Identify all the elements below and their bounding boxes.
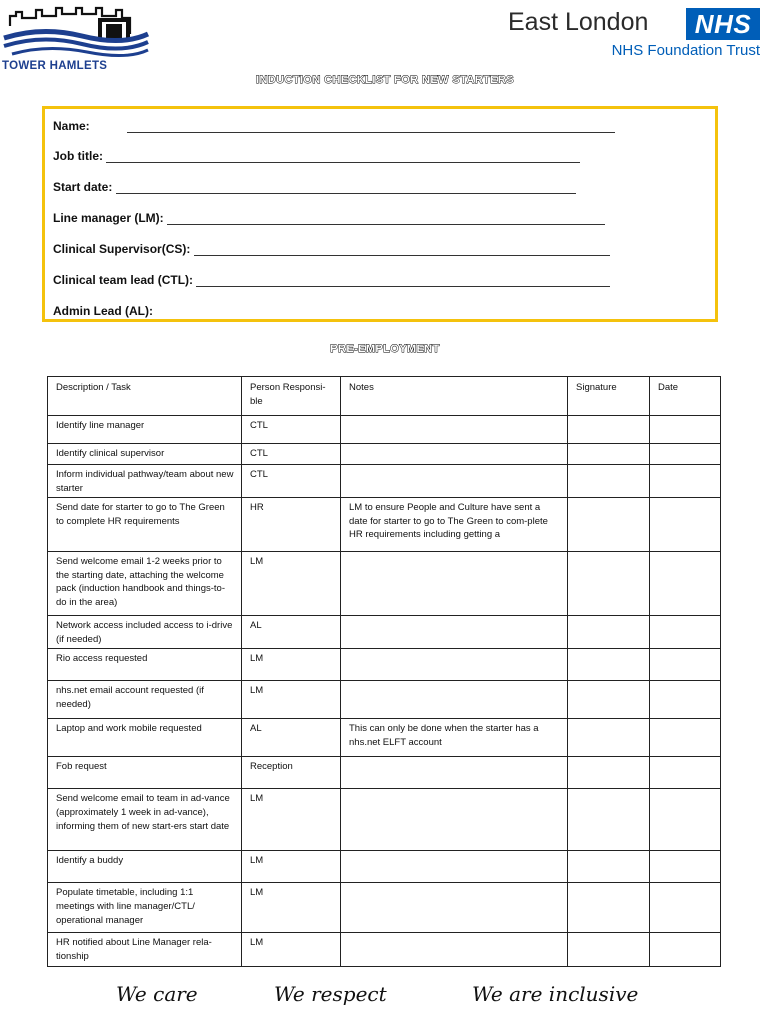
notes-cell[interactable] (341, 649, 568, 681)
task-cell: Send welcome email 1-2 weeks prior to the starting date, attaching the welcome pack (induction handbook and things-to-do in the area) (48, 552, 242, 616)
notes-cell[interactable]: LM to ensure People and Culture have sent a date for starter to go to The Green to com-plete HR requirements including getting a (341, 498, 568, 552)
date-cell[interactable] (650, 465, 721, 498)
nhs-logo (500, 4, 760, 62)
notes-cell[interactable] (341, 681, 568, 719)
tower-hamlets-emblem-icon (2, 4, 152, 62)
person-cell: HR (242, 498, 341, 552)
table-row (48, 552, 721, 616)
task-cell: Rio access requested (48, 649, 242, 681)
person-cell: LM (242, 789, 341, 851)
admin-lead-field[interactable] (53, 304, 153, 318)
induction-checklist-table (47, 376, 721, 967)
signature-cell[interactable] (568, 719, 650, 757)
signature-cell[interactable] (568, 444, 650, 465)
clinical-supervisor-field[interactable] (53, 242, 610, 256)
table-row (48, 757, 721, 789)
date-cell[interactable] (650, 416, 721, 444)
person-cell: CTL (242, 465, 341, 498)
clinical-team-lead-line[interactable] (196, 274, 610, 287)
line-manager-line[interactable] (167, 212, 605, 225)
date-cell[interactable] (650, 444, 721, 465)
clinical-supervisor-label: Clinical Supervisor(CS): (53, 242, 191, 256)
line-manager-field[interactable] (53, 211, 605, 225)
value-we-respect: We respect (274, 982, 387, 1006)
admin-lead-label: Admin Lead (AL): (53, 304, 153, 318)
table-row (48, 498, 721, 552)
notes-cell[interactable]: This can only be done when the starter has a nhs.net ELFT account (341, 719, 568, 757)
clinical-supervisor-line[interactable] (194, 243, 610, 256)
person-cell: CTL (242, 416, 341, 444)
notes-cell[interactable] (341, 616, 568, 649)
table-row (48, 416, 721, 444)
table-row (48, 883, 721, 933)
date-cell[interactable] (650, 789, 721, 851)
line-manager-label: Line manager (LM): (53, 211, 164, 225)
job-title-field[interactable] (53, 149, 580, 163)
table-row (48, 719, 721, 757)
table-row (48, 649, 721, 681)
name-line[interactable] (127, 120, 615, 133)
nhs-org-name: East London (508, 8, 649, 36)
date-cell[interactable] (650, 552, 721, 616)
header-date: Date (650, 377, 721, 416)
clinical-team-lead-field[interactable] (53, 273, 610, 287)
task-cell: Identify a buddy (48, 851, 242, 883)
table-header-row (48, 377, 721, 416)
date-cell[interactable] (650, 649, 721, 681)
page-title: INDUCTION CHECKLIST FOR NEW STARTERS (255, 74, 515, 86)
date-cell[interactable] (650, 757, 721, 789)
signature-cell[interactable] (568, 649, 650, 681)
person-cell: CTL (242, 444, 341, 465)
signature-cell[interactable] (568, 552, 650, 616)
start-date-field[interactable] (53, 180, 576, 194)
start-date-line[interactable] (116, 181, 576, 194)
table-row (48, 616, 721, 649)
date-cell[interactable] (650, 851, 721, 883)
task-cell: Inform individual pathway/team about new starter (48, 465, 242, 498)
task-cell: Identify clinical supervisor (48, 444, 242, 465)
notes-cell[interactable] (341, 789, 568, 851)
table-row (48, 681, 721, 719)
signature-cell[interactable] (568, 933, 650, 966)
notes-cell[interactable] (341, 465, 568, 498)
signature-cell[interactable] (568, 789, 650, 851)
task-cell: Identify line manager (48, 416, 242, 444)
notes-cell[interactable] (341, 416, 568, 444)
task-cell: Network access included access to i-drive (if needed) (48, 616, 242, 649)
table-row (48, 444, 721, 465)
notes-cell[interactable] (341, 444, 568, 465)
notes-cell[interactable] (341, 933, 568, 966)
signature-cell[interactable] (568, 465, 650, 498)
person-cell: Reception (242, 757, 341, 789)
table-row (48, 465, 721, 498)
date-cell[interactable] (650, 719, 721, 757)
table-row (48, 933, 721, 966)
person-cell: LM (242, 933, 341, 966)
name-field[interactable] (53, 119, 615, 133)
person-cell: LM (242, 649, 341, 681)
job-title-label: Job title: (53, 149, 103, 163)
value-we-are-inclusive: We are inclusive (472, 982, 639, 1006)
date-cell[interactable] (650, 933, 721, 966)
task-cell: HR notified about Line Manager rela-tionship (48, 933, 242, 966)
tower-hamlets-wordmark: TOWER HAMLETS (2, 60, 108, 72)
date-cell[interactable] (650, 498, 721, 552)
header-notes: Notes (341, 377, 568, 416)
notes-cell[interactable] (341, 851, 568, 883)
starter-details-box (42, 106, 718, 322)
header-person: Person Responsi-ble (242, 377, 341, 416)
person-cell: LM (242, 851, 341, 883)
person-cell: LM (242, 883, 341, 933)
person-cell: LM (242, 681, 341, 719)
table-row (48, 789, 721, 851)
date-cell[interactable] (650, 681, 721, 719)
task-cell: Laptop and work mobile requested (48, 719, 242, 757)
nhs-trust-name: NHS Foundation Trust (611, 42, 760, 59)
date-cell[interactable] (650, 883, 721, 933)
date-cell[interactable] (650, 616, 721, 649)
task-cell: Populate timetable, including 1:1 meetings with line manager/CTL/ operational manager (48, 883, 242, 933)
signature-cell[interactable] (568, 883, 650, 933)
signature-cell[interactable] (568, 757, 650, 789)
nhs-badge: NHS (686, 8, 760, 40)
notes-cell[interactable] (341, 757, 568, 789)
task-cell: Send date for starter to go to The Green to complete HR requirements (48, 498, 242, 552)
job-title-line[interactable] (106, 150, 580, 163)
start-date-label: Start date: (53, 180, 113, 194)
task-cell: Fob request (48, 757, 242, 789)
person-cell: LM (242, 552, 341, 616)
signature-cell[interactable] (568, 851, 650, 883)
signature-cell[interactable] (568, 416, 650, 444)
task-cell: Send welcome email to team in ad-vance (approximately 1 week in ad-vance), informing them of new start-ers start date (48, 789, 242, 851)
value-we-care: We care (116, 982, 198, 1006)
signature-cell[interactable] (568, 681, 650, 719)
section-heading: PRE-EMPLOYMENT (330, 343, 440, 355)
table-row (48, 851, 721, 883)
signature-cell[interactable] (568, 498, 650, 552)
person-cell: AL (242, 616, 341, 649)
header-description: Description / Task (48, 377, 242, 416)
tower-hamlets-logo (2, 4, 152, 74)
clinical-team-lead-label: Clinical team lead (CTL): (53, 273, 194, 287)
header-signature: Signature (568, 377, 650, 416)
person-cell: AL (242, 719, 341, 757)
name-label: Name: (53, 119, 90, 133)
notes-cell[interactable] (341, 883, 568, 933)
task-cell: nhs.net email account requested (if needed) (48, 681, 242, 719)
signature-cell[interactable] (568, 616, 650, 649)
notes-cell[interactable] (341, 552, 568, 616)
